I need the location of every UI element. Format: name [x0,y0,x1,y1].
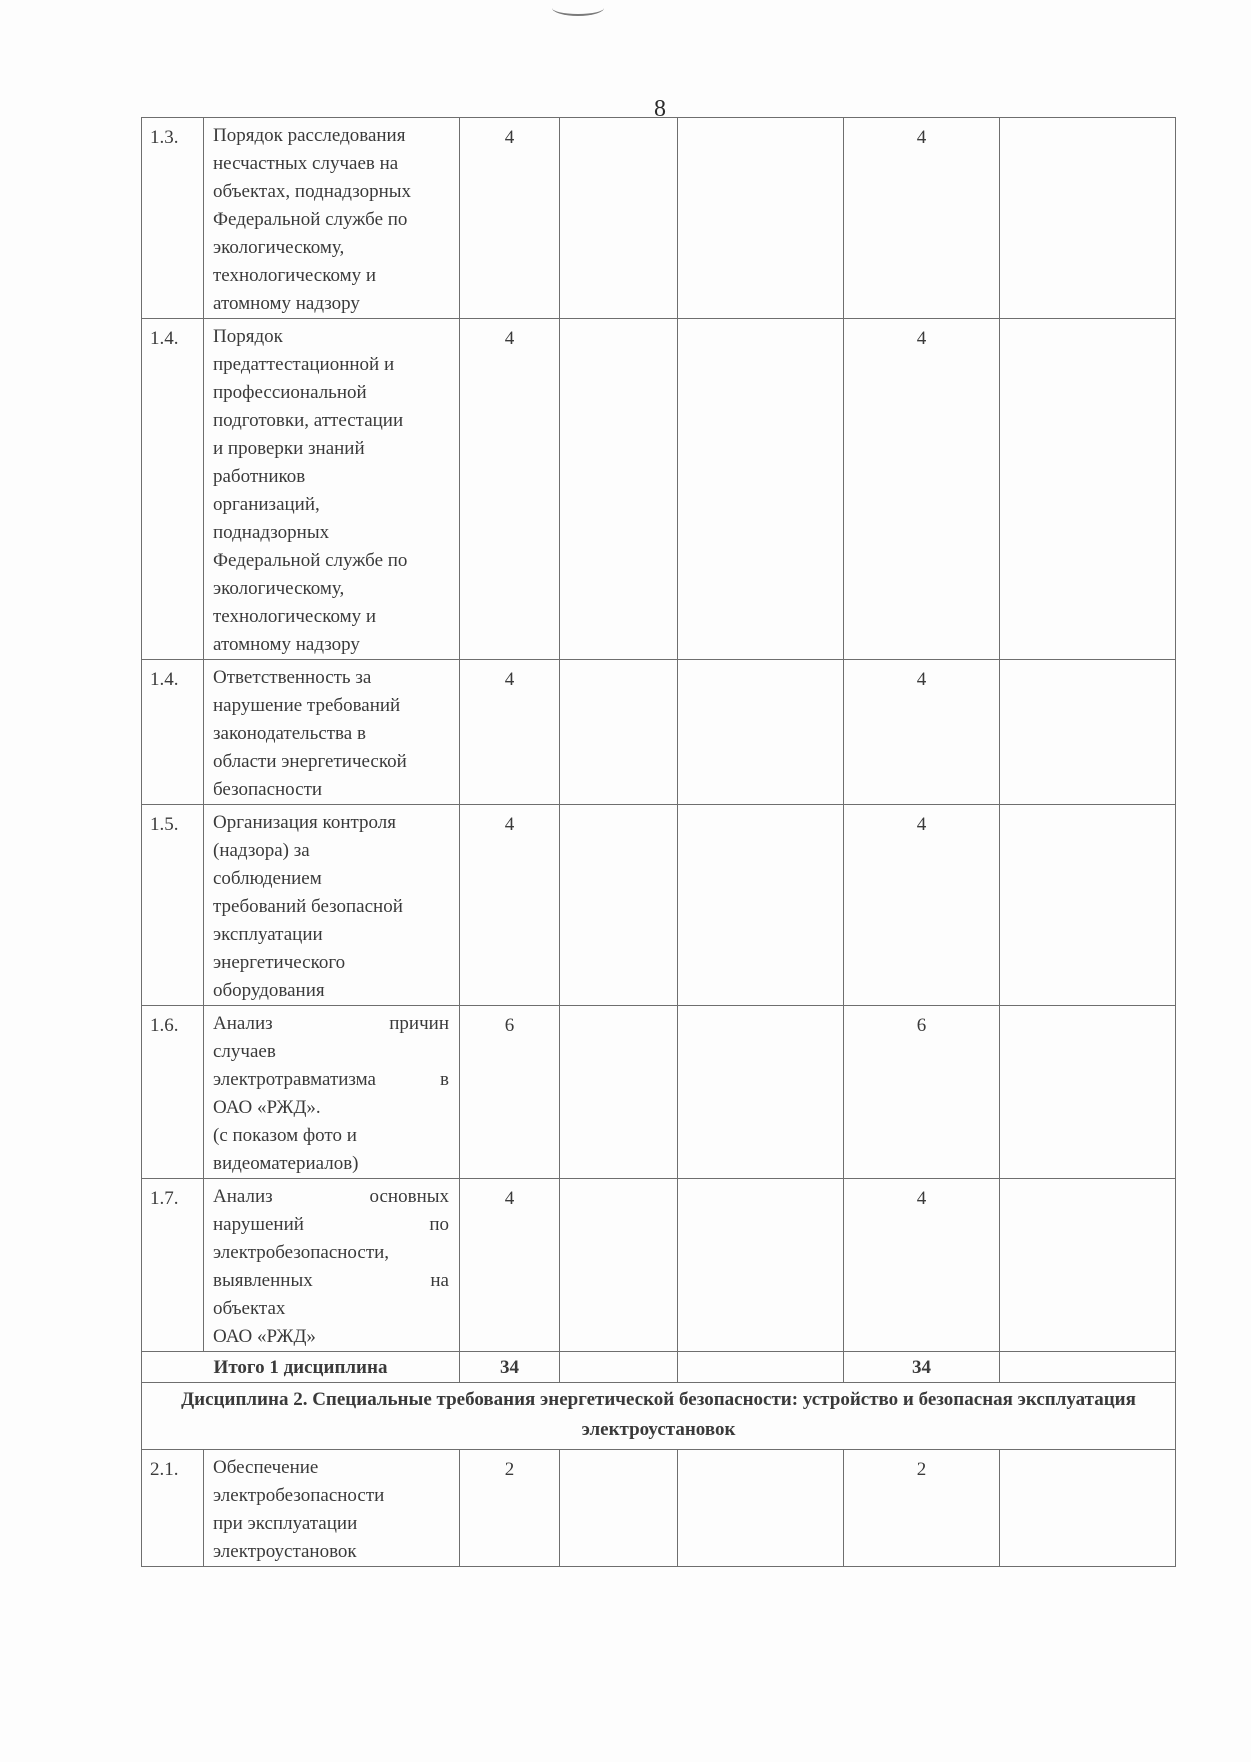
topic-name-line: технологическому и [213,606,377,627]
topic-name-line: нарушение требований [213,695,401,716]
hours-total [460,805,560,1006]
hours-lectures [844,660,1000,805]
topic-name [204,660,460,805]
hours-total [460,1450,560,1567]
topic-name-line: электротравматизма в [213,1069,449,1090]
table-row [142,1450,1176,1567]
topic-name-line: технологическому и [213,265,377,286]
empty-cell [560,319,678,660]
hours-total [460,319,560,660]
empty-cell [1000,118,1176,319]
empty-cell [560,1179,678,1352]
page-number: 8 [654,96,666,122]
topic-name [204,805,460,1006]
empty-cell [1000,805,1176,1006]
topic-name [204,1179,460,1352]
discipline-header-row [142,1383,1176,1450]
topic-name-line: Ответственность за [213,667,372,688]
topic-name-line: электробезопасности, [213,1242,390,1263]
topic-name [204,319,460,660]
row-number [142,118,204,319]
hours-lectures [844,118,1000,319]
total-row [142,1352,1176,1383]
curriculum-table [141,117,1176,1567]
topic-name-line: поднадзорных [213,522,330,543]
empty-cell [560,1352,678,1383]
topic-name-line: энергетического [213,952,346,973]
scan-artifact [552,0,604,16]
hours-total-value: 6 [504,1015,515,1036]
row-number [142,1006,204,1179]
topic-name-line: Анализ причин [213,1013,449,1034]
empty-cell [678,118,844,319]
topic-name-line: Организация контроля [213,812,396,833]
topic-name-line: (надзора) за [213,840,310,861]
topic-name-line: оборудования [213,980,325,1001]
empty-cell [678,1450,844,1567]
hours-total [460,1006,560,1179]
hours-lectures [844,805,1000,1006]
empty-cell [678,1179,844,1352]
topic-name-line: случаев [213,1041,276,1062]
hours-total-value: 4 [504,669,515,690]
empty-cell [560,660,678,805]
empty-cell [678,1352,844,1383]
empty-cell [560,1006,678,1179]
topic-name [204,118,460,319]
topic-name-line: подготовки, аттестации [213,410,404,431]
row-number [142,805,204,1006]
hours-lectures [844,1450,1000,1567]
total-lectures: 34 [844,1352,1000,1383]
hours-lectures-value: 6 [916,1015,927,1036]
topic-name-line: безопасности [213,779,323,800]
topic-name-line: электробезопасности [213,1485,385,1506]
row-number-text: 1.5. [150,814,179,835]
hours-lectures-value: 4 [916,127,927,148]
table-row [142,319,1176,660]
topic-name [204,1450,460,1567]
topic-name-line: объектах, поднадзорных [213,181,412,202]
table-body [142,118,1176,1567]
hours-lectures-value: 4 [916,1188,927,1209]
row-number [142,660,204,805]
empty-cell [1000,1450,1176,1567]
empty-cell [560,1450,678,1567]
hours-lectures [844,1179,1000,1352]
empty-cell [1000,319,1176,660]
table-row [142,118,1176,319]
topic-name-line: Федеральной службе по [213,550,408,571]
empty-cell [560,805,678,1006]
topic-name-line: электроустановок [213,1541,357,1562]
table-row [142,1006,1176,1179]
topic-name-line: Федеральной службе по [213,209,408,230]
empty-cell [678,805,844,1006]
empty-cell [1000,660,1176,805]
topic-name-line: законодательства в [213,723,366,744]
row-number [142,319,204,660]
total-hours: 34 [460,1352,560,1383]
topic-name-line: несчастных случаев на [213,153,399,174]
row-number [142,1179,204,1352]
topic-name-line: предаттестационной и [213,354,395,375]
topic-name-line: при эксплуатации [213,1513,358,1534]
hours-lectures [844,319,1000,660]
topic-name-line: профессиональной [213,382,367,403]
hours-lectures [844,1006,1000,1179]
hours-total-value: 4 [504,328,515,349]
empty-cell [1000,1179,1176,1352]
topic-name-line: и проверки знаний [213,438,365,459]
row-number-text: 1.7. [150,1188,179,1209]
empty-cell [678,319,844,660]
topic-name [204,1006,460,1179]
topic-name-line: работников [213,466,306,487]
row-number-text: 1.6. [150,1015,179,1036]
topic-name-line: объектах [213,1298,286,1319]
empty-cell [678,1006,844,1179]
table-row [142,1179,1176,1352]
hours-total [460,118,560,319]
row-number [142,1450,204,1567]
hours-lectures-value: 4 [916,814,927,835]
topic-name-line: атомному надзору [213,634,360,655]
topic-name-line: Обеспечение [213,1457,319,1478]
hours-lectures-value: 2 [916,1459,927,1480]
discipline-title: Дисциплина 2. Специальные требования энергетической безопасности: устройство и безопасная эксплуатация электроустановок [142,1383,1176,1450]
table-row [142,805,1176,1006]
hours-lectures-value: 4 [916,328,927,349]
topic-name-line: Анализ основных [213,1186,449,1207]
hours-total-value: 4 [504,814,515,835]
empty-cell [1000,1006,1176,1179]
topic-name-line: Порядок расследования [213,125,406,146]
topic-name-line: атомному надзору [213,293,360,314]
topic-name-line: видеоматериалов) [213,1153,359,1174]
topic-name-line: экологическому, [213,578,345,599]
row-number-text: 1.4. [150,328,179,349]
hours-total-value: 4 [504,1188,515,1209]
empty-cell [560,118,678,319]
topic-name-line: соблюдением [213,868,322,889]
topic-name-line: (с показом фото и [213,1125,357,1146]
hours-lectures-value: 4 [916,669,927,690]
total-label: Итого 1 дисциплина [142,1352,460,1383]
hours-total [460,660,560,805]
topic-name-line: ОАО «РЖД». [213,1097,321,1118]
topic-name-line: экологическому, [213,237,345,258]
row-number-text: 1.3. [150,127,179,148]
topic-name-line: выявленных на [213,1270,449,1291]
topic-name-line: эксплуатации [213,924,323,945]
topic-name-line: области энергетической [213,751,407,772]
empty-cell [1000,1352,1176,1383]
empty-cell [678,660,844,805]
row-number-text: 1.4. [150,669,179,690]
hours-total-value: 2 [504,1459,515,1480]
topic-name-line: нарушений по [213,1214,449,1235]
topic-name-line: ОАО «РЖД» [213,1326,316,1347]
hours-total [460,1179,560,1352]
topic-name-line: требований безопасной [213,896,403,917]
topic-name-line: Порядок [213,326,283,347]
table-row [142,660,1176,805]
hours-total-value: 4 [504,127,515,148]
topic-name-line: организаций, [213,494,320,515]
row-number-text: 2.1. [150,1459,179,1480]
